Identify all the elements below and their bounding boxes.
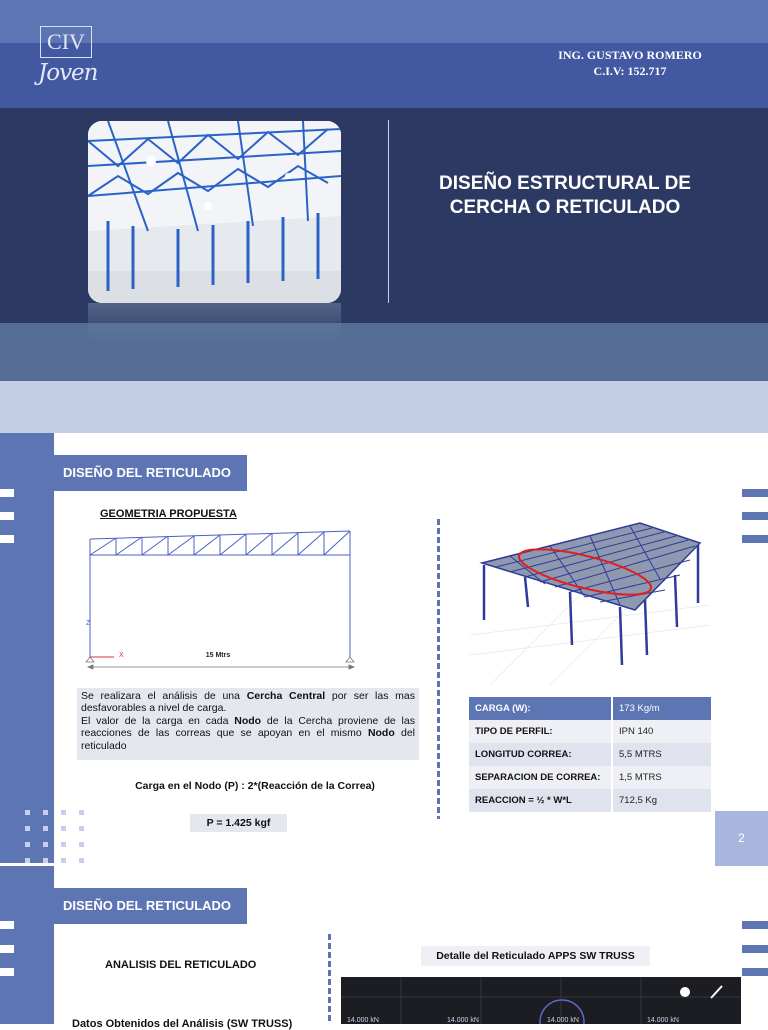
table-row [469,720,711,743]
right-dash [742,945,768,953]
truss-geometry-diagram [82,525,362,670]
load-label: 14.000 kN [447,1017,479,1024]
para-text: Se realizara el análisis de una [81,690,247,702]
datos-title: Datos Obtenidos del Análisis (SW TRUSS) [72,1018,293,1030]
analysis-title: ANALISIS DEL RETICULADO [105,959,257,971]
right-dash [742,968,768,976]
logo-joven-text: Joven [38,60,98,86]
engineer-info [540,47,720,79]
table-value: 5,5 MTRS [612,743,711,766]
load-label: 14.000 kN [647,1017,679,1024]
engineer-name: ING. GUSTAVO ROMERO [558,48,702,62]
geometry-title: GEOMETRIA PROPUESTA [100,508,237,520]
table-value: 712,5 Kg [612,789,711,812]
table-key: SEPARACION DE CORREA: [469,766,612,789]
load-label: 14.000 kN [347,1017,379,1024]
right-dash [742,489,768,497]
table-row [469,697,711,720]
table-row [469,743,711,766]
table-value: 173 Kg/m [612,697,711,720]
hero-title [410,172,720,220]
load-label: 14.000 kN [547,1017,579,1024]
properties-table [469,697,711,812]
para-text: por ser las mas desfavorables a nivel de carga. [81,690,415,715]
table-key: TIPO DE PERFIL: [469,720,612,743]
left-accent-bar [0,433,54,863]
engineer-id: C.I.V: 152.717 [593,64,667,78]
para-bold: Nodo [367,727,395,740]
p-value-box: P = 1.425 kgf [190,814,287,832]
section-divider [437,519,440,819]
3d-structure-model [470,515,710,685]
left-dash [0,512,14,520]
para-text: El valor de la carga en cada [81,714,235,727]
header-top-strip [0,0,768,43]
section-divider [328,934,331,1024]
table-key: CARGA (W): [469,697,612,720]
page-number: 2 [715,811,768,866]
table-key: REACCION = ½ * W*L [469,789,612,812]
left-dash [0,945,14,953]
hero-title-line1: DISEÑO ESTRUCTURAL DE [439,173,691,194]
description-paragraph [77,688,419,760]
warehouse-truss-photo [88,121,341,303]
node-load-formula: Carga en el Nodo (P) : 2*(Reacción de la Correa) [135,780,375,792]
span-label: 15 Mtrs [205,652,231,659]
section-tab: DISEÑO DEL RETICULADO [54,455,247,491]
para-bold: Nodo [234,714,262,727]
para-text: de la Cercha proviene de las reacciones de las correas que se apoyan en el mismo [81,714,415,740]
table-row [469,789,711,812]
left-dash [0,535,14,543]
axis-z-label: Z [86,620,91,627]
table-key: LONGITUD CORREA: [469,743,612,766]
table-row [469,766,711,789]
right-dash [742,535,768,543]
axis-x-label: X [119,652,124,659]
para-bold: Cercha Central [246,690,326,702]
hero-title-line2: CERCHA O RETICULADO [449,197,681,218]
section-tab: DISEÑO DEL RETICULADO [54,888,247,924]
photo-reflection [88,303,341,343]
left-dash [0,489,14,497]
right-dash [742,512,768,520]
table-value: 1,5 MTRS [612,766,711,789]
left-dash [0,921,14,929]
right-dash [742,921,768,929]
table-value: IPN 140 [612,720,711,743]
detalle-title: Detalle del Reticulado APPS SW TRUSS [421,946,650,966]
dot-grid [25,808,85,868]
para-text: del reticulado [81,727,415,752]
hero-pale-band [0,381,768,433]
logo-civ-text: CIV [40,26,92,58]
left-dash [0,968,14,976]
hero-divider [388,120,389,303]
sw-truss-app-view [341,977,741,1024]
civ-joven-logo [36,22,98,98]
